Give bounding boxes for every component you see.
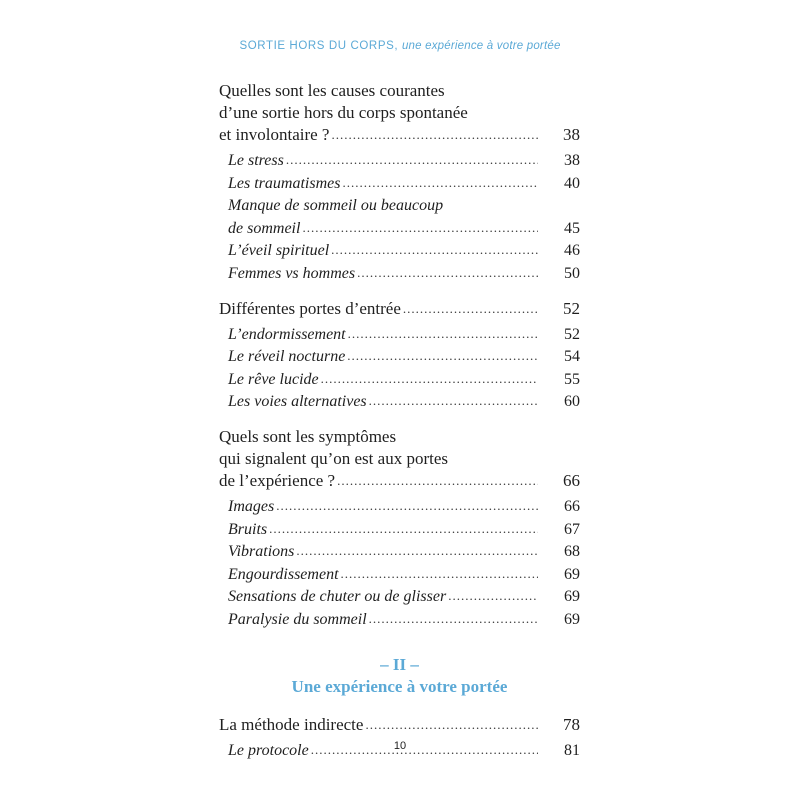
toc-page-number: 55 bbox=[564, 370, 580, 388]
toc-page-number: 67 bbox=[564, 520, 580, 538]
dot-leader bbox=[369, 608, 538, 631]
toc-page-number: 38 bbox=[563, 125, 580, 144]
running-header bbox=[0, 40, 800, 52]
toc-page-number: 66 bbox=[563, 470, 580, 490]
toc-entry[interactable] bbox=[219, 714, 580, 737]
toc-page-number: 68 bbox=[564, 543, 580, 561]
toc-entry-label: La méthode indirecte bbox=[219, 714, 364, 734]
toc-entry-label: de l’expérience ? bbox=[219, 470, 336, 490]
running-header-title: SORTIE HORS DU CORPS, bbox=[239, 40, 399, 52]
toc-subentry-label: L’éveil spirituel bbox=[228, 242, 330, 260]
toc-group-portes bbox=[219, 298, 580, 414]
toc-entry[interactable] bbox=[219, 470, 580, 493]
toc-subentry[interactable] bbox=[219, 609, 580, 632]
dot-leader bbox=[286, 149, 538, 172]
toc-subentry[interactable] bbox=[219, 391, 580, 414]
toc-entry-label: et involontaire ? bbox=[219, 125, 330, 144]
dot-leader bbox=[269, 518, 538, 541]
section-number: – II – bbox=[380, 654, 419, 674]
toc-page-number: 46 bbox=[564, 242, 580, 260]
dot-leader bbox=[331, 123, 538, 146]
toc-subentry[interactable] bbox=[219, 173, 580, 196]
dot-leader bbox=[403, 297, 538, 320]
section-title[interactable]: Une expérience à votre portée bbox=[291, 676, 508, 696]
toc-subentry-label: Paralysie du sommeil bbox=[228, 610, 367, 628]
toc-subentry[interactable] bbox=[219, 218, 580, 241]
toc-subentry-label: Vibrations bbox=[228, 543, 295, 561]
running-header-subtitle: une expérience à votre portée bbox=[401, 40, 561, 52]
toc-page-number: 69 bbox=[564, 610, 580, 628]
dot-leader bbox=[321, 368, 538, 391]
toc-page-number: 38 bbox=[564, 152, 580, 169]
toc-subentry[interactable] bbox=[219, 263, 580, 286]
toc-subentry-label: Le protocole bbox=[228, 741, 309, 759]
toc-subentry-label: de sommeil bbox=[228, 219, 301, 237]
dot-leader bbox=[365, 713, 538, 736]
dot-leader bbox=[348, 323, 538, 346]
toc-subentry-label: Sensations de chuter ou de glisser bbox=[228, 588, 447, 606]
dot-leader bbox=[302, 217, 538, 240]
toc-page-number: 45 bbox=[564, 219, 580, 237]
dot-leader bbox=[337, 469, 538, 492]
toc-subentry-label: Femmes vs hommes bbox=[228, 264, 356, 282]
toc-page-number: 50 bbox=[564, 264, 580, 282]
toc-subentry[interactable] bbox=[219, 240, 580, 263]
toc-subentry-label: Le rêve lucide bbox=[228, 370, 319, 388]
dot-leader bbox=[276, 495, 538, 518]
toc-heading-line: qui signalent qu’on est aux portes bbox=[219, 448, 448, 468]
toc-subentry-label: Images bbox=[228, 497, 275, 515]
toc-entry-label: Différentes portes d’entrée bbox=[219, 298, 401, 318]
toc-heading-line: Quelles sont les causes courantes bbox=[219, 81, 445, 100]
dot-leader bbox=[357, 262, 538, 285]
toc-page-number: 78 bbox=[563, 714, 580, 734]
toc-entry[interactable] bbox=[219, 298, 580, 321]
toc-page-number: 69 bbox=[564, 565, 580, 583]
section-heading bbox=[219, 654, 580, 698]
toc-subentry[interactable] bbox=[219, 150, 580, 173]
toc-subentry[interactable] bbox=[219, 564, 580, 587]
dot-leader bbox=[369, 390, 538, 413]
table-of-contents bbox=[219, 80, 580, 762]
toc-group-causes bbox=[219, 80, 580, 286]
toc-page-number: 54 bbox=[564, 348, 580, 366]
dot-leader bbox=[331, 239, 538, 262]
toc-heading-line: d’une sortie hors du corps spontanée bbox=[219, 103, 468, 122]
toc-group-symptomes bbox=[219, 426, 580, 632]
page-number: 10 bbox=[393, 740, 407, 752]
dot-leader bbox=[342, 172, 538, 195]
toc-subentry[interactable] bbox=[219, 541, 580, 564]
toc-subentry-label: L’endormissement bbox=[228, 325, 346, 343]
toc-subentry[interactable] bbox=[219, 586, 580, 609]
toc-subentry-label: Engourdissement bbox=[228, 565, 339, 583]
dot-leader bbox=[347, 345, 538, 368]
toc-group-methode bbox=[219, 714, 580, 763]
toc-subentry-label: Bruits bbox=[228, 520, 268, 538]
toc-subentry[interactable] bbox=[219, 369, 580, 392]
toc-page-number: 52 bbox=[564, 325, 580, 343]
toc-subentry-label: Le stress bbox=[228, 152, 284, 169]
toc-subentry-label: Les voies alternatives bbox=[228, 393, 367, 411]
dot-leader bbox=[296, 540, 538, 563]
toc-subentry[interactable] bbox=[219, 519, 580, 542]
toc-subentry[interactable] bbox=[219, 324, 580, 347]
toc-subentry[interactable] bbox=[219, 496, 580, 519]
toc-page-number: 40 bbox=[564, 174, 580, 192]
toc-subentry-label-line: Manque de sommeil ou beaucoup bbox=[228, 197, 444, 215]
toc-heading-line: Quels sont les symptômes bbox=[219, 426, 397, 446]
toc-subentry-label: Le réveil nocturne bbox=[228, 348, 346, 366]
toc-page-number: 66 bbox=[564, 497, 580, 515]
dot-leader bbox=[448, 585, 538, 608]
toc-subentry-label: Les traumatismes bbox=[228, 174, 341, 192]
toc-entry[interactable] bbox=[219, 124, 580, 147]
toc-page-number: 52 bbox=[563, 298, 580, 318]
toc-subentry[interactable] bbox=[219, 346, 580, 369]
toc-page-number: 60 bbox=[564, 393, 580, 411]
toc-page-number: 81 bbox=[564, 741, 580, 759]
dot-leader bbox=[341, 563, 538, 586]
toc-page-number: 69 bbox=[564, 588, 580, 606]
